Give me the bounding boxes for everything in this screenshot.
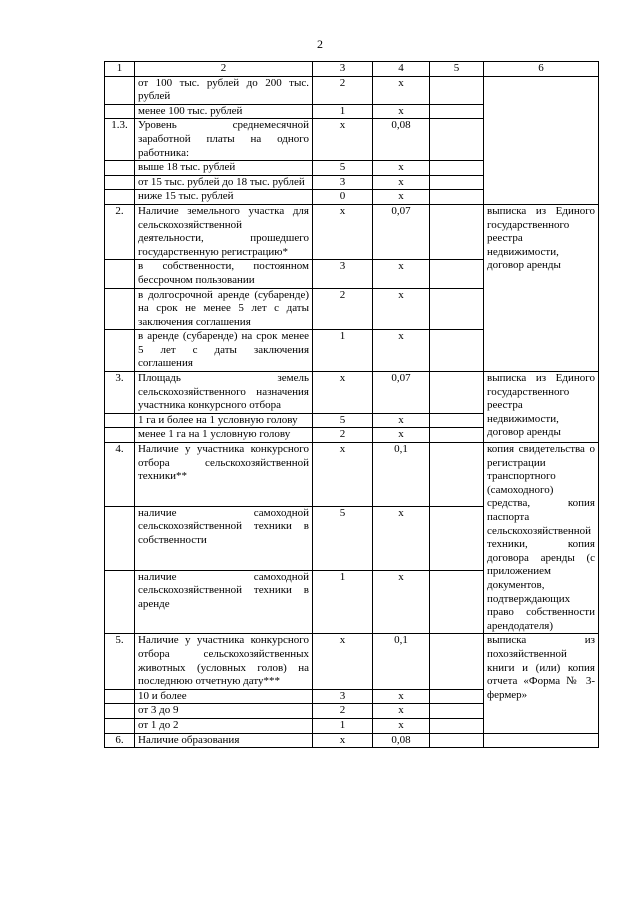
row-weight: 0,07 <box>373 372 430 414</box>
header-cell: 3 <box>313 62 373 77</box>
row-points: 1 <box>313 330 373 372</box>
row-weight: х <box>373 288 430 330</box>
row-points: 2 <box>313 76 373 104</box>
row-points: х <box>313 733 373 748</box>
table-row <box>105 634 599 689</box>
row-number <box>105 76 135 104</box>
row-criterion: Наличие земельного участка для сельскохозяйственной деятельности, прошедшего государственную регистрацию* <box>135 204 313 259</box>
table-row <box>105 204 599 259</box>
row-empty <box>430 288 484 330</box>
row-criterion: от 15 тыс. рублей до 18 тыс. рублей <box>135 175 313 190</box>
row-number: 6. <box>105 733 135 748</box>
row-number <box>105 161 135 176</box>
row-number <box>105 288 135 330</box>
row-empty <box>430 161 484 176</box>
row-weight: х <box>373 428 430 443</box>
row-number: 1.3. <box>105 119 135 161</box>
row-empty <box>430 260 484 288</box>
row-criterion: наличие самоходной сельскохозяйственной техники в аренде <box>135 570 313 634</box>
table-row <box>105 76 599 104</box>
criteria-table <box>104 61 599 748</box>
row-points: 1 <box>313 570 373 634</box>
row-criterion: ниже 15 тыс. рублей <box>135 190 313 205</box>
row-number <box>105 506 135 570</box>
row-number <box>105 428 135 443</box>
row-number <box>105 260 135 288</box>
row-documents <box>484 76 599 204</box>
row-weight: х <box>373 175 430 190</box>
row-points: х <box>313 119 373 161</box>
row-points: 2 <box>313 288 373 330</box>
header-cell: 2 <box>135 62 313 77</box>
row-empty <box>430 413 484 428</box>
row-weight: х <box>373 104 430 119</box>
row-number: 4. <box>105 443 135 507</box>
row-weight: 0,08 <box>373 119 430 161</box>
header-cell: 6 <box>484 62 599 77</box>
row-points: 3 <box>313 260 373 288</box>
row-empty <box>430 372 484 414</box>
row-number <box>105 718 135 733</box>
row-criterion: Наличие у участника конкурсного отбора сельскохозяйственных животных (условных голов) на последнюю отчетную дату*** <box>135 634 313 689</box>
header-cell: 5 <box>430 62 484 77</box>
row-criterion: 10 и более <box>135 689 313 704</box>
row-points: 1 <box>313 104 373 119</box>
row-points: 3 <box>313 175 373 190</box>
row-weight: х <box>373 76 430 104</box>
row-documents: копия свидетельства о регистрации транспортного (самоходного) средства, копия паспорта сельскохозяйственной техники, копия договора аренды (с приложением документов, подтверждающих право собственности арендодателя) <box>484 443 599 634</box>
row-weight: 0,1 <box>373 634 430 689</box>
header-cell: 1 <box>105 62 135 77</box>
row-weight: 0,1 <box>373 443 430 507</box>
row-criterion: в аренде (субаренде) на срок менее 5 лет с даты заключения соглашения <box>135 330 313 372</box>
row-criterion: в долгосрочной аренде (субаренде) на срок не менее 5 лет с даты заключения соглашения <box>135 288 313 330</box>
row-points: х <box>313 443 373 507</box>
row-points: 0 <box>313 190 373 205</box>
row-number: 3. <box>105 372 135 414</box>
row-criterion: менее 100 тыс. рублей <box>135 104 313 119</box>
row-documents: выписка из Единого государственного реестра недвижимости, договор аренды <box>484 204 599 371</box>
row-empty <box>430 570 484 634</box>
row-number <box>105 570 135 634</box>
row-criterion: выше 18 тыс. рублей <box>135 161 313 176</box>
table-row <box>105 733 599 748</box>
row-empty <box>430 634 484 689</box>
row-empty <box>430 704 484 719</box>
row-number: 5. <box>105 634 135 689</box>
row-points: х <box>313 372 373 414</box>
row-points: 5 <box>313 506 373 570</box>
page-number: 2 <box>317 37 323 51</box>
row-number <box>105 330 135 372</box>
row-number <box>105 689 135 704</box>
row-documents: выписка из похозяйственной книги и (или) копия отчета «Форма № 3-фермер» <box>484 634 599 733</box>
row-weight: х <box>373 689 430 704</box>
row-points: 5 <box>313 161 373 176</box>
row-number <box>105 175 135 190</box>
row-empty <box>430 330 484 372</box>
row-empty <box>430 733 484 748</box>
row-empty <box>430 428 484 443</box>
row-weight: х <box>373 190 430 205</box>
row-criterion: Уровень среднемесячной заработной платы на одного работника: <box>135 119 313 161</box>
row-points: 2 <box>313 704 373 719</box>
row-number: 2. <box>105 204 135 259</box>
row-criterion: 1 га и более на 1 условную голову <box>135 413 313 428</box>
row-empty <box>430 443 484 507</box>
row-criterion: наличие самоходной сельскохозяйственной техники в собственности <box>135 506 313 570</box>
row-weight: х <box>373 330 430 372</box>
row-weight: х <box>373 260 430 288</box>
row-weight: 0,08 <box>373 733 430 748</box>
row-points: 1 <box>313 718 373 733</box>
row-empty <box>430 718 484 733</box>
row-points: 3 <box>313 689 373 704</box>
row-empty <box>430 506 484 570</box>
row-documents: выписка из Единого государственного реестра недвижимости, договор аренды <box>484 372 599 443</box>
row-criterion: Наличие у участника конкурсного отбора сельскохозяйственной техники** <box>135 443 313 507</box>
row-empty <box>430 190 484 205</box>
header-cell: 4 <box>373 62 430 77</box>
row-weight: х <box>373 506 430 570</box>
row-criterion: от 1 до 2 <box>135 718 313 733</box>
row-number <box>105 104 135 119</box>
table-row <box>105 372 599 414</box>
row-criterion: Наличие образования <box>135 733 313 748</box>
row-empty <box>430 689 484 704</box>
row-empty <box>430 204 484 259</box>
row-weight: х <box>373 161 430 176</box>
row-weight: х <box>373 413 430 428</box>
row-weight: х <box>373 704 430 719</box>
row-criterion: от 3 до 9 <box>135 704 313 719</box>
row-documents <box>484 733 599 748</box>
row-number <box>105 190 135 205</box>
row-number <box>105 704 135 719</box>
row-points: 2 <box>313 428 373 443</box>
row-criterion: в собственности, постоянном бессрочном пользовании <box>135 260 313 288</box>
row-empty <box>430 175 484 190</box>
row-weight: х <box>373 570 430 634</box>
row-weight: х <box>373 718 430 733</box>
row-points: х <box>313 204 373 259</box>
row-points: х <box>313 634 373 689</box>
table-row <box>105 443 599 507</box>
row-empty <box>430 76 484 104</box>
row-criterion: Площадь земель сельскохозяйственного назначения участника конкурсного отбора <box>135 372 313 414</box>
row-weight: 0,07 <box>373 204 430 259</box>
header-row <box>105 62 599 77</box>
row-empty <box>430 104 484 119</box>
row-criterion: от 100 тыс. рублей до 200 тыс. рублей <box>135 76 313 104</box>
row-number <box>105 413 135 428</box>
row-empty <box>430 119 484 161</box>
row-criterion: менее 1 га на 1 условную голову <box>135 428 313 443</box>
row-points: 5 <box>313 413 373 428</box>
